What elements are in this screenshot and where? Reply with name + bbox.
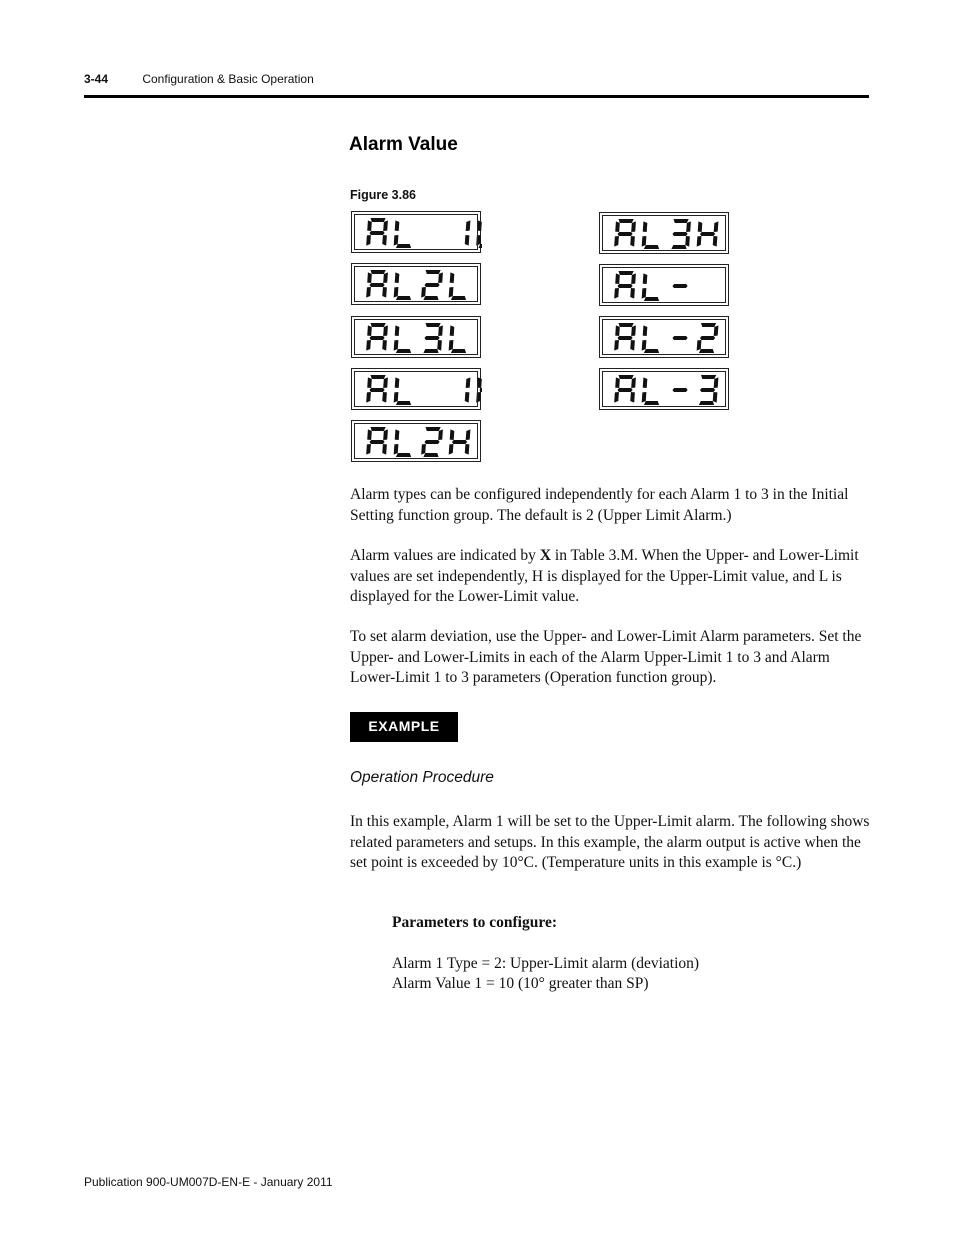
lcd-segment [644, 401, 659, 405]
header-rule [84, 95, 869, 98]
lcd-segment [465, 444, 470, 455]
lcd-segment [700, 388, 715, 392]
lcd-segment [450, 325, 455, 336]
lcd-segment [382, 340, 387, 351]
lcd-segment [449, 340, 454, 351]
lcd-segments [600, 317, 730, 359]
lcd-segment [465, 235, 470, 246]
lcd-segment [383, 220, 388, 231]
lcd-segment [449, 287, 454, 298]
lcd-segment [424, 336, 439, 340]
lcd-display [351, 211, 481, 253]
lcd-segment [426, 427, 441, 431]
page-number: 3-44 [84, 72, 109, 86]
lcd-segment [371, 323, 386, 327]
lcd-segments [352, 212, 482, 254]
params-heading: Parameters to configure: [392, 914, 557, 931]
lcd-segment [674, 219, 689, 223]
lcd-segment [421, 287, 426, 298]
lcd-segment [369, 440, 384, 444]
lcd-segment [477, 220, 482, 231]
lcd-segment [714, 221, 719, 232]
lcd-segment [423, 453, 438, 457]
lcd-segment [367, 430, 372, 441]
lcd-segment [700, 336, 715, 340]
lcd-segment [699, 401, 714, 405]
lcd-segment [617, 388, 632, 392]
lcd-segment [631, 221, 636, 232]
lcd-segments [600, 369, 730, 411]
lcd-segments [600, 213, 730, 255]
lcd-segment [701, 375, 716, 379]
figure-caption: Figure 3.86 [350, 188, 416, 202]
lcd-segment [366, 235, 371, 246]
lcd-segment [369, 388, 384, 392]
lcd-segment [426, 323, 441, 327]
lcd-segment [371, 427, 386, 431]
lcd-segment [394, 444, 399, 455]
lcd-segment [619, 219, 634, 223]
lcd-segment [383, 273, 388, 284]
lcd-segment [371, 270, 386, 274]
lcd-segment [615, 221, 620, 232]
lcd-segment [366, 392, 371, 403]
lcd-segment [615, 377, 620, 388]
lcd-segment [383, 430, 388, 441]
lcd-segment [396, 244, 411, 248]
lcd-segment [366, 340, 371, 351]
lcd-segment [697, 236, 702, 247]
lcd-segment [382, 392, 387, 403]
param-line-2: Alarm Value 1 = 10 (10° greater than SP) [392, 975, 649, 992]
section-title: Configuration & Basic Operation [142, 72, 314, 86]
lcd-segment [672, 232, 687, 236]
lcd-segment [383, 377, 388, 388]
lcd-segment [383, 325, 388, 336]
paragraph-alarm-types: Alarm types can be configured independently for each Alarm 1 to 3 in the Initial Setting function group. The default is 2 (Upper Limit Alarm.) [350, 486, 849, 524]
lcd-segment [671, 245, 686, 249]
lcd-segment [614, 340, 619, 351]
lcd-segment [421, 444, 426, 455]
lcd-segment [452, 440, 467, 444]
lcd-display [351, 263, 481, 305]
paragraph-alarm-deviation: To set alarm deviation, use the Upper- and Lower-Limit Alarm parameters. Set the Upper- and Lower-Limits in each of the Alarm Upper-Limit 1 to 3 and Alarm Lower-Limit 1 to 3 parameters (Operation function group). [350, 628, 862, 686]
lcd-display [351, 316, 481, 358]
lcd-segment [367, 325, 372, 336]
lcd-segment [449, 444, 454, 455]
lcd-segment [479, 388, 482, 392]
param-line-1: Alarm 1 Type = 2: Upper-Limit alarm (deviation) [392, 955, 700, 972]
lcd-segment [630, 340, 635, 351]
lcd-segment [615, 273, 620, 284]
lcd-segment [642, 392, 647, 403]
p2-bold-x: X [539, 547, 552, 564]
lcd-segment [476, 392, 481, 403]
lcd-segment [714, 325, 719, 336]
lcd-segment [643, 325, 648, 336]
lcd-segment [700, 232, 715, 236]
lcd-segment [395, 377, 400, 388]
lcd-segment [478, 244, 482, 248]
lcd-segment [395, 430, 400, 441]
lcd-segment [366, 444, 371, 455]
lcd-segment [394, 392, 399, 403]
paragraph-example: In this example, Alarm 1 will be set to the Upper-Limit alarm. The following shows related parameters and setups. In this example, the alarm output is active when the set point is exceeded by 10°C. (Temperature units in this example is °C.) [350, 813, 870, 871]
operation-procedure-heading: Operation Procedure [350, 769, 494, 786]
lcd-segment [466, 220, 471, 231]
paragraph-alarm-values [350, 546, 870, 608]
lcd-segment [367, 377, 372, 388]
lcd-segment [382, 444, 387, 455]
lcd-segment [614, 392, 619, 403]
lcd-segment [619, 375, 634, 379]
lcd-segment [438, 325, 443, 336]
lcd-display [351, 420, 481, 462]
lcd-segment [371, 375, 386, 379]
lcd-segment [369, 231, 384, 235]
lcd-segment [644, 297, 659, 301]
lcd-segment [382, 287, 387, 298]
lcd-segment [382, 235, 387, 246]
lcd-segment [642, 288, 647, 299]
lcd-segment [686, 221, 691, 232]
page-footer: Publication 900-UM007D-EN-E - January 2011 [84, 1175, 333, 1189]
lcd-segment [466, 377, 471, 388]
lcd-segment [426, 270, 441, 274]
lcd-segment [396, 453, 411, 457]
lcd-segment [619, 271, 634, 275]
lcd-segments [352, 421, 482, 463]
lcd-segments [600, 265, 730, 307]
lcd-segment [614, 236, 619, 247]
lcd-segment [699, 349, 714, 353]
lcd-segment [423, 349, 438, 353]
lcd-display [599, 368, 729, 410]
lcd-segment [438, 273, 443, 284]
lcd-segment [450, 430, 455, 441]
lcd-segment [643, 377, 648, 388]
lcd-segment [617, 232, 632, 236]
lcd-segment [394, 235, 399, 246]
lcd-segment [701, 323, 716, 327]
lcd-segment [396, 401, 411, 405]
lcd-segment [644, 349, 659, 353]
lcd-segment [714, 377, 719, 388]
example-label: EXAMPLE [350, 712, 458, 742]
lcd-segment [630, 288, 635, 299]
lcd-segment [713, 392, 718, 403]
lcd-segment [367, 273, 372, 284]
lcd-segment [617, 284, 632, 288]
lcd-segments [352, 369, 482, 411]
lcd-segment [631, 377, 636, 388]
lcd-segment [395, 220, 400, 231]
lcd-segment [396, 349, 411, 353]
page-title: Alarm Value [349, 134, 458, 155]
lcd-segment [698, 221, 703, 232]
lcd-segment [713, 236, 718, 247]
lcd-segment [451, 349, 466, 353]
lcd-display [599, 316, 729, 358]
lcd-segment [615, 325, 620, 336]
lcd-segment [371, 218, 386, 222]
lcd-segments [352, 264, 482, 306]
lcd-segment [477, 377, 482, 388]
p2-text-a: Alarm values are indicated by [350, 547, 540, 564]
lcd-segment [465, 392, 470, 403]
lcd-segment [394, 340, 399, 351]
lcd-segment [451, 296, 466, 300]
lcd-segment [466, 430, 471, 441]
lcd-segment [396, 296, 411, 300]
lcd-segment [630, 236, 635, 247]
lcd-segment [369, 283, 384, 287]
lcd-segment [631, 325, 636, 336]
lcd-segment [631, 273, 636, 284]
lcd-segment [643, 221, 648, 232]
lcd-segment [394, 287, 399, 298]
page-header [84, 72, 314, 86]
lcd-segment [395, 273, 400, 284]
lcd-segment [424, 440, 439, 444]
lcd-segment [672, 388, 687, 392]
lcd-segment [643, 273, 648, 284]
lcd-segment [438, 430, 443, 441]
lcd-segment [672, 336, 687, 340]
lcd-segment [642, 340, 647, 351]
lcd-segment [367, 220, 372, 231]
p2-text-b: in Table 3.M. When the Upper- and Lower-Limit values are set independently, H is displayed for the Upper-Limit value, and L is displayed for the Lower-Limit value. [350, 547, 859, 605]
lcd-segment [423, 296, 438, 300]
lcd-segments [352, 317, 482, 359]
lcd-segment [476, 235, 481, 246]
lcd-segment [697, 340, 702, 351]
lcd-segment [450, 273, 455, 284]
lcd-segment [630, 392, 635, 403]
lcd-segment [642, 236, 647, 247]
lcd-segment [614, 288, 619, 299]
lcd-segment [369, 336, 384, 340]
lcd-segment [685, 236, 690, 247]
lcd-display [599, 212, 729, 254]
lcd-segment [644, 245, 659, 249]
lcd-segment [672, 284, 687, 288]
lcd-segment [395, 325, 400, 336]
lcd-display [351, 368, 481, 410]
lcd-display [599, 264, 729, 306]
lcd-segment [424, 283, 439, 287]
lcd-segment [617, 336, 632, 340]
lcd-segment [366, 287, 371, 298]
lcd-segment [619, 323, 634, 327]
lcd-segment [437, 340, 442, 351]
